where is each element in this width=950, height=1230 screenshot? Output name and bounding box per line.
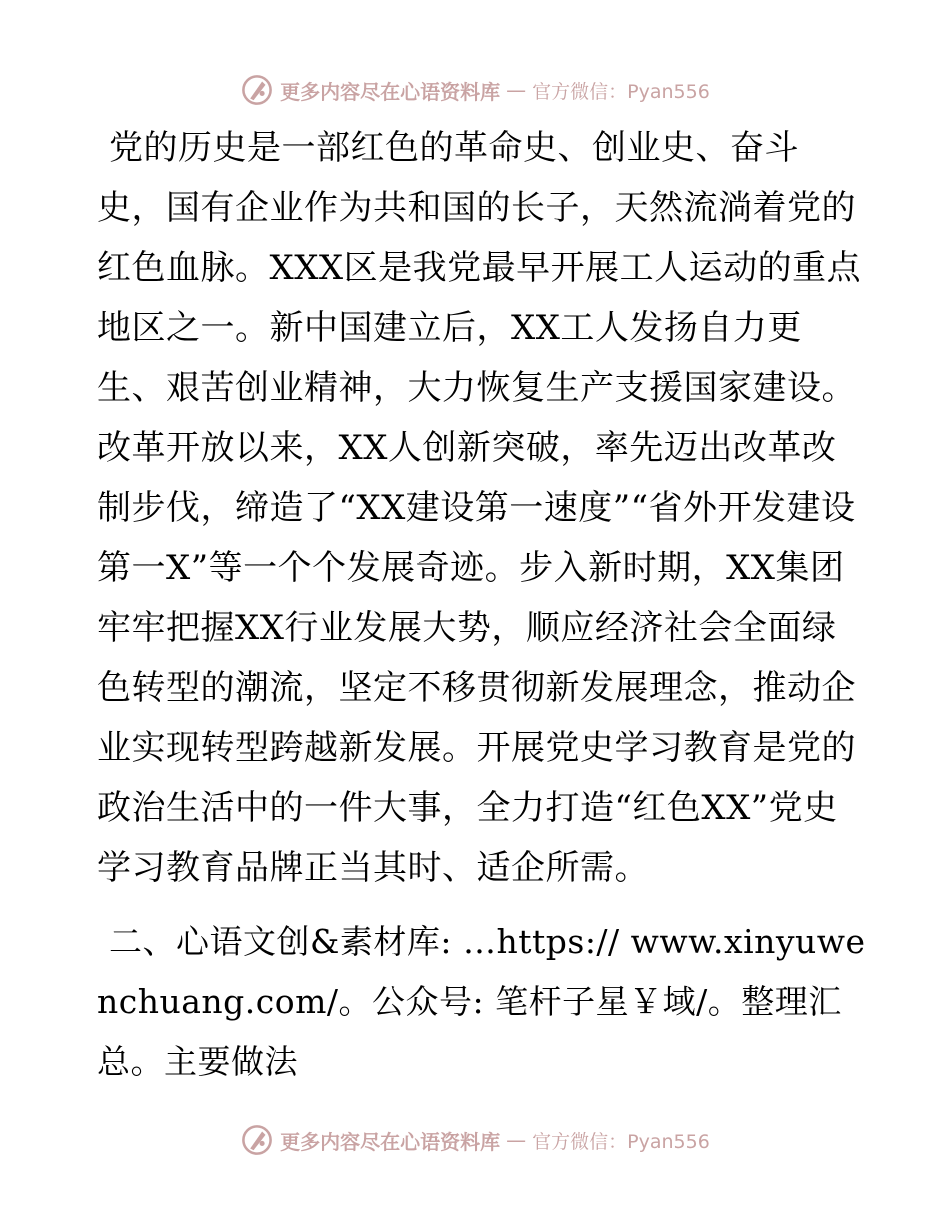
watermark-main-text: 更多内容尽在心语资料库 <box>280 1129 501 1154</box>
footer-watermark <box>0 1120 950 1160</box>
body-paragraph-2: 二、心语文创&素材库: …https:// www.xinyuwenchuang.com/。公众号: 笔杆子星￥域/。整理汇总。主要做法 <box>97 922 866 1081</box>
watermark-separator: — <box>506 1128 527 1152</box>
pen-nib-logo-icon <box>240 1123 274 1157</box>
watermark-wechat-text: 官方微信：Pyan556 <box>532 1130 710 1153</box>
pen-nib-logo-icon <box>240 73 274 107</box>
body-paragraph-1: 党的历史是一部红色的革命史、创业史、奋斗史，国有企业作为共和国的长子，天然流淌着党的红色血脉。XXX区是我党最早开展工人运动的重点地区之一。新中国建立后，XX工人发扬自力更生、艰苦创业精神，大力恢复生产支援国家建设。改革开放以来，XX人创新突破，率先迈出改革改制步伐，缔造了“XX建设第一速度”“省外开发建设第一X”等一个个发展奇迹。步入新时期，XX集团牢牢把握XX行业发展大势，顺应经济社会全面绿色转型的潮流，坚定不移贯彻新发展理念，推动企业实现转型跨越新发展。开展党史学习教育是党的政治生活中的一件大事，全力打造“红色XX”党史学习教育品牌正当其时、适企所需。 <box>97 128 862 888</box>
watermark-wechat-text: 官方微信：Pyan556 <box>532 80 710 103</box>
header-watermark <box>0 70 950 110</box>
watermark-separator: — <box>506 78 527 102</box>
watermark-main-text: 更多内容尽在心语资料库 <box>280 79 501 104</box>
document-body <box>97 118 867 1092</box>
